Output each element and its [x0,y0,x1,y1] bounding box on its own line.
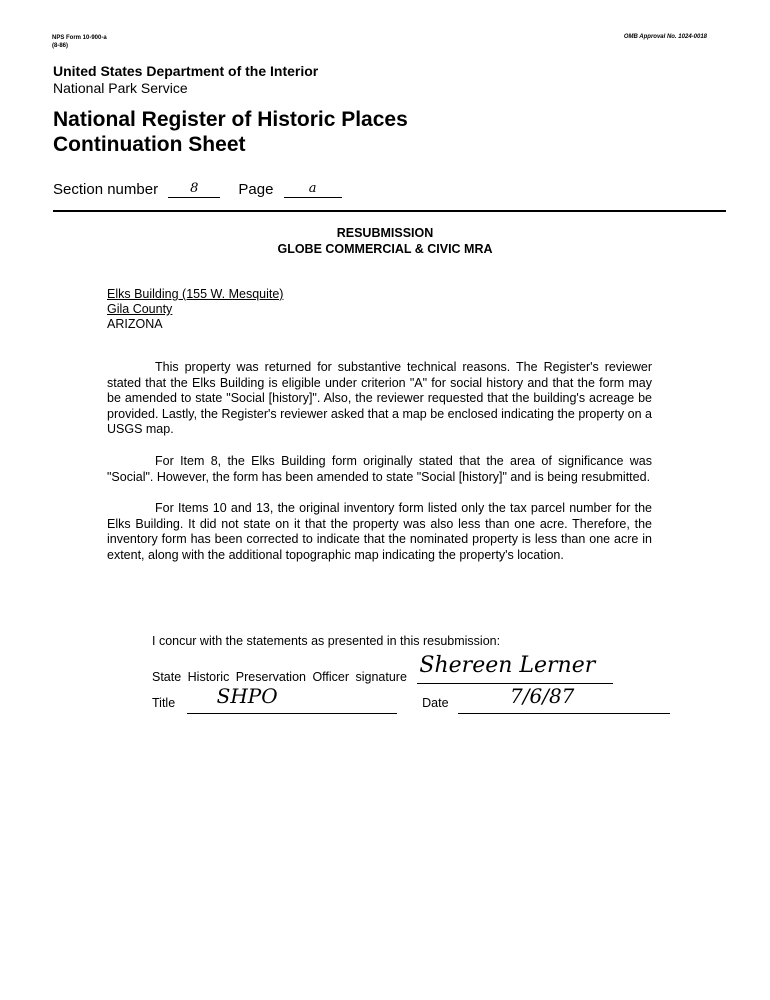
header-divider [53,210,726,212]
signature-line [417,653,613,684]
section-number-value: 8 [168,181,220,198]
title-date-row [152,684,670,712]
heading-line-1: RESUBMISSION [336,226,434,240]
title-line-1: National Register of Historic Places [53,108,408,131]
property-county: Gila County [107,302,173,316]
title-field [187,684,397,714]
form-identifier [52,34,107,50]
section-number-label: Section number [53,181,159,198]
document-title [53,107,408,157]
date-value: 7/6/87 [510,684,575,708]
paragraph-3: For Items 10 and 13, the original inventory form listed only the tax parcel number for the Elks Building. It did not state on it that the property was also less than one acre. Therefore, the inventory form has been corrected to indicate that the nominated property is less than one acre in extent, along with the additional topographic map indicating the property's location. [107,501,652,562]
title-label: Title [152,696,176,710]
title-line-2: Continuation Sheet [53,133,246,156]
department-name: United States Department of the Interior [53,63,319,79]
concurrence-statement: I concur with the statements as presented in this resubmission: [152,634,501,648]
form-number: NPS Form 10-900-a [52,35,107,41]
handwritten-signature: Shereen Lerner [419,653,596,678]
signature-row [152,653,613,684]
paragraph-2: For Item 8, the Elks Building form originally stated that the area of significance was "Social". However, the form has been amended to state "Social [history]" and is being resubmitted. [107,453,652,484]
section-page-line [53,181,342,200]
date-label: Date [422,696,449,710]
date-field [458,684,670,714]
service-name: National Park Service [53,80,188,96]
omb-approval: OMB Approval No. 1024-0018 [623,34,707,40]
form-date: (8-86) [52,43,69,49]
property-state: ARIZONA [107,317,163,331]
resubmission-heading [0,225,770,257]
property-name: Elks Building (155 W. Mesquite) [107,287,284,301]
paragraph-1: This property was returned for substantive technical reasons. The Register's reviewer stated that the Elks Building is eligible under criterion "A" for social history and that the form may be amended to state "Social [history]". Also, the reviewer requested that the building's acreage be provided. Lastly, the Register's reviewer asked that a map be enclosed indicating the property on a USGS map. [107,360,652,437]
signature-label: State Historic Preservation Officer signature [152,670,407,684]
title-value: SHPO [216,684,278,708]
body-text [107,360,652,580]
page-value: a [284,181,342,198]
heading-line-2: GLOBE COMMERCIAL & CIVIC MRA [277,242,493,256]
page-label: Page [238,181,274,198]
agency-block [53,63,318,97]
property-block [107,287,283,332]
